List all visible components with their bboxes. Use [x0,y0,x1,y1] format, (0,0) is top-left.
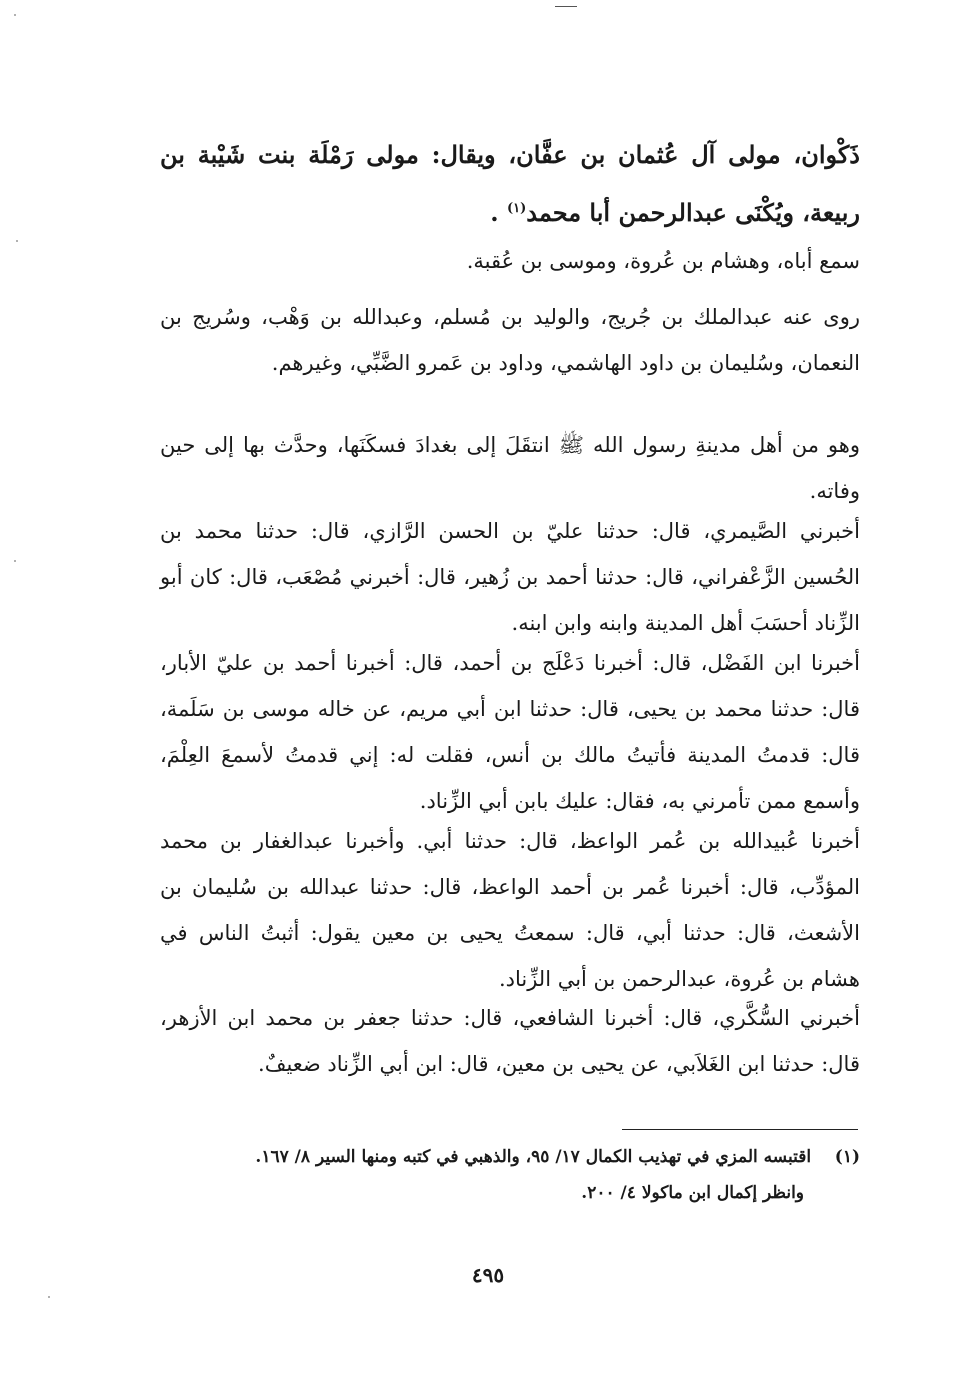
footnote-line-2 [160,1175,860,1211]
footnote-reference: (١) [506,201,527,216]
scan-speck [16,240,18,242]
paragraph-heard-from: سمع أباه، وهشام بن عُروة، وموسى بن عُقبة. [466,249,860,273]
scan-speck [14,14,16,16]
scan-speck [48,1296,50,1298]
paragraph-narrators: روى عنه عبدالملك بن جُريج، والوليد بن مُسلم، وعبدالله بن وَهْب، وسُريج بن النعمان، وسُليمان بن داود الهاشمي، وداود بن عَمرو الضَّبِّي، وغيرهم. [160,305,860,375]
entry-heading-end: . [490,198,507,227]
scan-speck [14,560,16,562]
footnote [160,1139,860,1211]
top-margin-mark [555,6,577,7]
footnote-separator [622,1129,858,1130]
paragraph-narration-2: أخبرنا ابن الفَضْل، قال: أخبرنا دَعْلَج بن أحمد، قال: أخبرنا أحمد بن عليّ الأبار، قال: حدثنا محمد بن يحيى، قال: حدثنا ابن أبي مريم، عن خاله موسى بن سَلَمة، قال: قدمتُ المدينة فأتيتُ مالك بن أنس، فقلت له: إني قدمتُ لأسمعَ العِلْمَ، وأسمع ممن تأمرني به، فقال: عليك بابن أبي الزِّناد. [160,651,860,813]
paragraph-narration-4: أخبرني السُّكَّري، قال: أخبرنا الشافعي، قال: حدثنا جعفر بن محمد ابن الأزهر، قال: حدثنا ابن الغَلاَبي، عن يحيى بن معين، قال: ابن أبي الزِّناد ضعيفٌ. [160,1006,860,1076]
page-number: ٤٩٥ [471,1263,505,1287]
entry-heading [160,128,860,240]
paragraph-narration-3: أخبرنا عُبيدالله بن عُمر الواعظ، قال: حدثنا أبي. وأخبرنا عبدالغفار بن محمد المؤدِّب، قال: أخبرنا عُمر بن أحمد الواعظ، قال: حدثنا عبدالله بن سُليمان بن الأشعث، قال: حدثنا أبي، قال: سمعتُ يحيى بن معين يقول: أثبتُ الناس في هشام بن عُروة، عبدالرحمن بن أبي الزِّناد. [160,829,860,991]
paragraph-narration-1: أخبرني الصَّيمري، قال: حدثنا عليّ بن الحسن الرَّازي، قال: حدثنا محمد بن الحُسين الزَّعْفراني، قال: حدثنا أحمد بن زُهير، قال: أخبرني مُصْعَب، قال: كان أبو الزِّناد أحسَبَ أهل المدينة وابنه وابن ابنه. [160,519,860,635]
paragraph-residence: وهو من أهل مدينةِ رسول الله ﷺ انتقَلَ إلى بغدادَ فسكَنَها، وحدَّث بها إلى حين وفاته. [160,433,860,503]
footnote-text-2: وانظر إكمال ابن ماكولا ٤/ ٢٠٠. [581,1183,804,1203]
entry-heading-text: ذَكْوان، مولى آل عُثمان بن عفَّان، ويقال: مولى رَمْلَة بنت شَيْبة بن ربيعة، ويُكْنَى عبدالرحمن أبا محمد [160,140,860,227]
footnote-text-1: اقتبسه المزي في تهذيب الكمال ١٧/ ٩٥، والذهبي في كتبه ومنها السير ٨/ ١٦٧. [255,1147,812,1167]
footnote-line-1 [160,1139,860,1175]
footnote-marker: (١) [834,1147,860,1167]
